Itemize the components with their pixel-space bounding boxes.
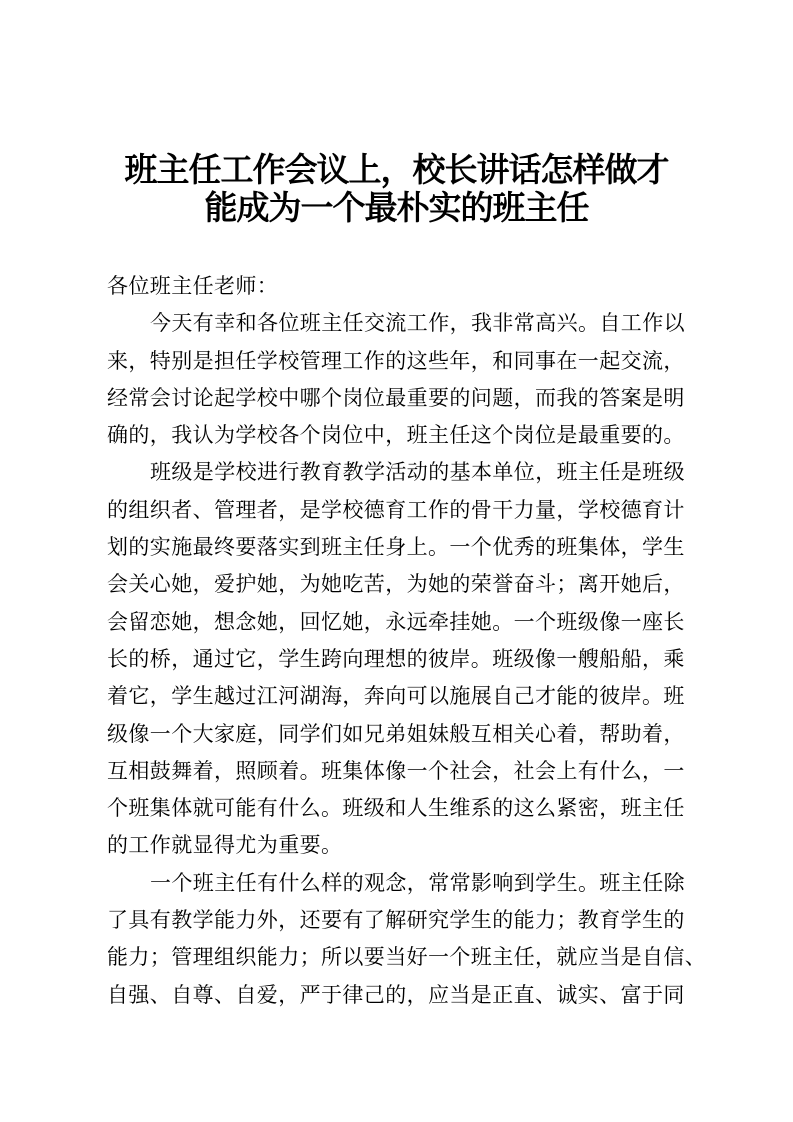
text-line: 互相鼓舞着，照顾着。班集体像一个社会，社会上有什么，一 xyxy=(107,758,685,783)
text-line: 一个班主任有什么样的观念，常常影响到学生。班主任除 xyxy=(150,870,685,895)
paragraph-2 xyxy=(107,454,693,864)
text-line: 的组织者、管理者，是学校德育工作的骨干力量，学校德育计 xyxy=(107,497,685,522)
text-line: 了具有教学能力外，还要有了解研究学生的能力；教育学生的 xyxy=(107,908,685,933)
text-line: 个班集体就可能有什么。班级和人生维系的这么紧密，班主任 xyxy=(107,796,685,821)
text-line: 确的，我认为学校各个岗位中，班主任这个岗位是最重要的。 xyxy=(107,423,685,448)
paragraph-3 xyxy=(107,865,707,1014)
title-line: 能成为一个最朴实的班主任 xyxy=(204,188,589,227)
document-title xyxy=(100,151,693,227)
text-line: 着它，学生越过江河湖海，奔向可以施展自己才能的彼岸。班 xyxy=(107,684,685,709)
text-line: 长的桥，通过它，学生跨向理想的彼岸。班级像一艘船船，乘 xyxy=(107,646,685,671)
text-line: 会关心她，爱护她，为她吃苦，为她的荣誉奋斗；离开她后， xyxy=(107,572,685,597)
text-line: 经常会讨论起学校中哪个岗位最重要的问题，而我的答案是明 xyxy=(107,385,685,410)
title-line: 班主任工作会议上，校长讲话怎样做才 xyxy=(124,150,669,189)
greeting: 各位班主任老师： xyxy=(107,274,279,298)
text-line: 今天有幸和各位班主任交流工作，我非常高兴。自工作以 xyxy=(150,311,685,336)
document-body xyxy=(107,268,707,1014)
text-line: 划的实施最终要落实到班主任身上。一个优秀的班集体，学生 xyxy=(107,535,685,560)
text-line: 级像一个大家庭，同学们如兄弟姐妹般互相关心着，帮助着， xyxy=(107,721,685,746)
text-line: 的工作就显得尤为重要。 xyxy=(107,833,343,858)
paragraph-1 xyxy=(107,305,693,454)
text-line: 能力；管理组织能力；所以要当好一个班主任，就应当是自信、 xyxy=(107,945,707,970)
text-line: 班级是学校进行教育教学活动的基本单位，班主任是班级 xyxy=(150,460,685,485)
text-line: 来，特别是担任学校管理工作的这些年，和同事在一起交流， xyxy=(107,348,685,373)
text-line: 会留恋她，想念她，回忆她，永远牵挂她。一个班级像一座长 xyxy=(107,609,685,634)
text-line: 自强、自尊、自爱，严于律己的，应当是正直、诚实、富于同 xyxy=(107,982,685,1007)
